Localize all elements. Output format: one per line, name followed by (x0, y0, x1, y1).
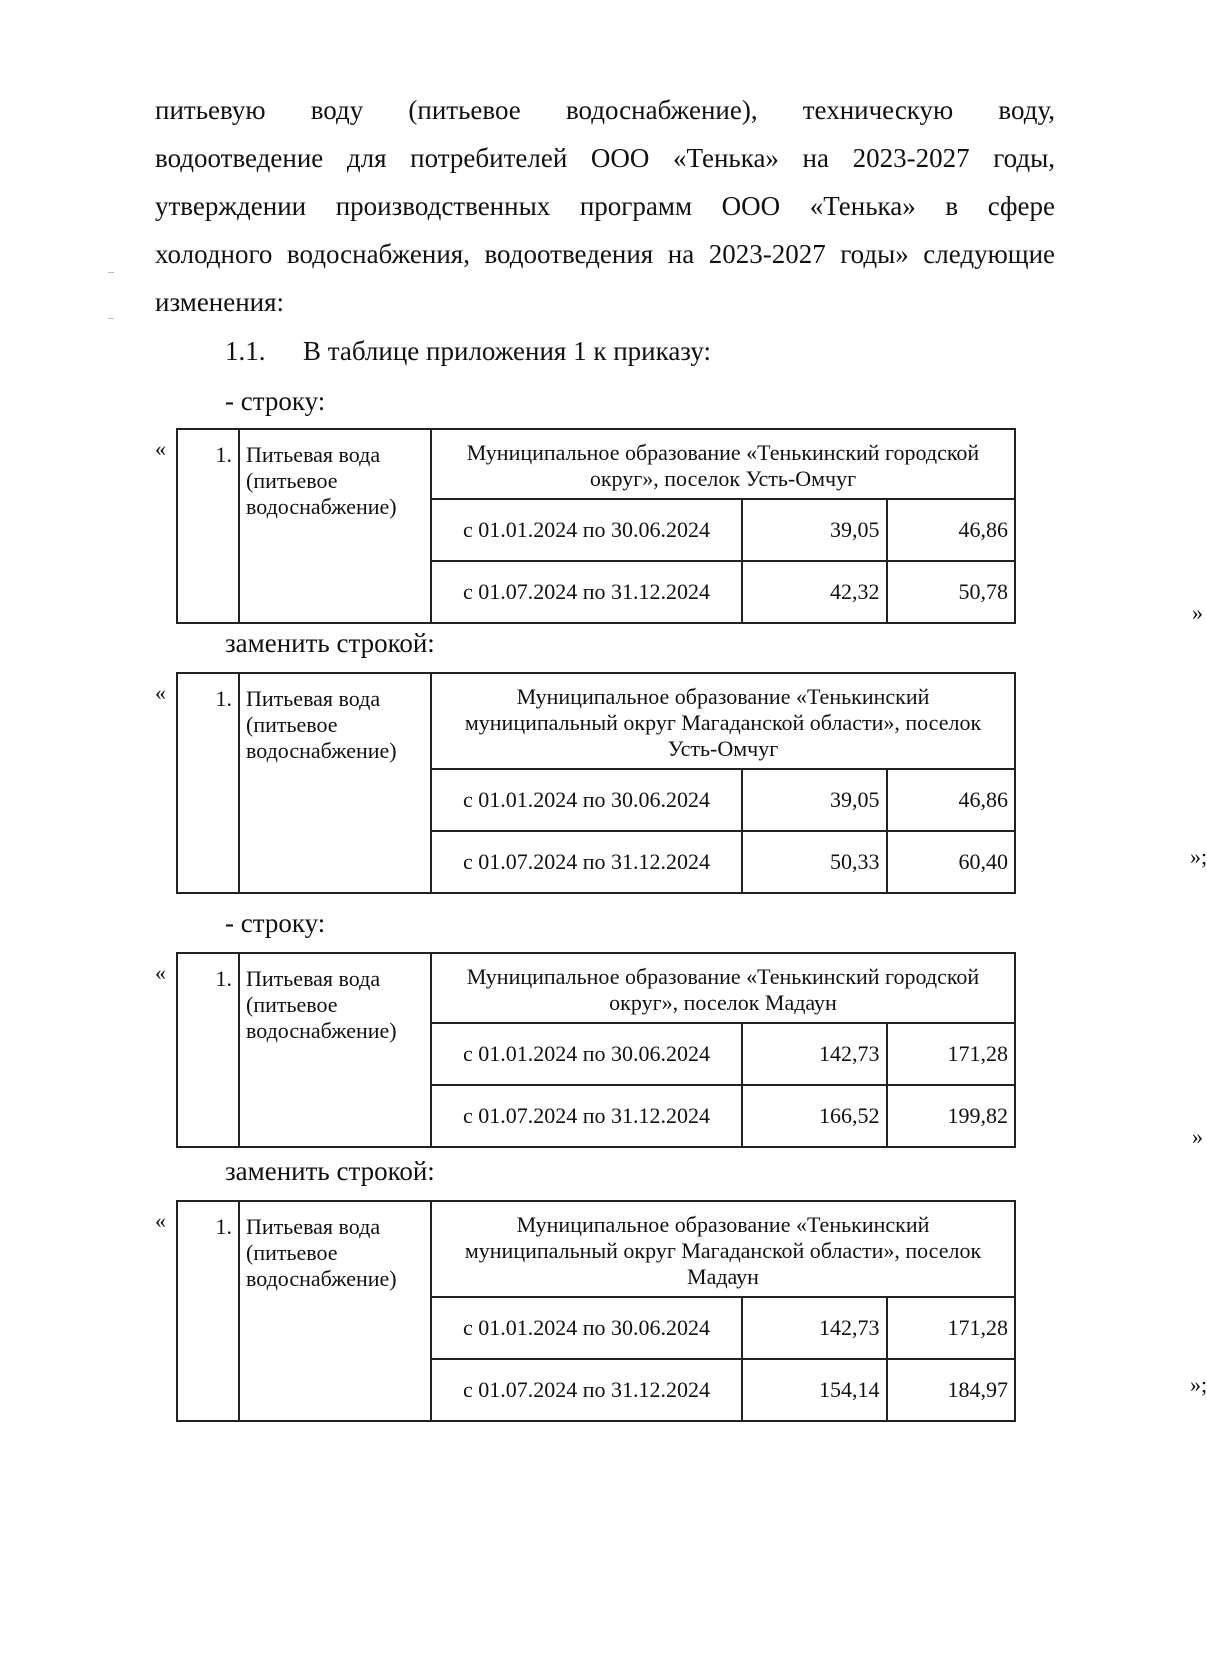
instruction-row: - строку: (225, 386, 326, 416)
tariff-value-2: 60,40 (887, 831, 1015, 893)
period: с 01.01.2024 по 30.06.2024 (431, 1297, 742, 1359)
row-number: 1. (177, 673, 239, 893)
tariff-table (176, 672, 1016, 894)
tariff-table-block (155, 672, 1207, 876)
margin-mark (108, 318, 114, 319)
tariff-value-1: 142,73 (742, 1023, 886, 1085)
close-quote: »; (1190, 844, 1207, 869)
service-name: Питьевая вода (питьевое водоснабжение) (239, 953, 431, 1147)
clause-number: 1.1. (225, 336, 266, 366)
intro-line: холодного водоснабжения, водоотведения на 2023-2027 годы» следующие (155, 239, 1055, 269)
municipality: Муниципальное образование «Тенькинский городской округ», поселок Мадаун (431, 953, 1015, 1023)
instruction-replace: заменить строкой: (225, 1156, 435, 1186)
service-name: Питьевая вода (питьевое водоснабжение) (239, 429, 431, 623)
tariff-value-1: 50,33 (742, 831, 886, 893)
period: с 01.01.2024 по 30.06.2024 (431, 499, 742, 561)
instruction-replace: заменить строкой: (225, 628, 435, 658)
tariff-value-2: 199,82 (887, 1085, 1015, 1147)
tariff-value-1: 142,73 (742, 1297, 886, 1359)
intro-line: водоотведение для потребителей ООО «Тенька» на 2023-2027 годы, (155, 143, 1055, 173)
row-number: 1. (177, 953, 239, 1147)
close-quote: » (1192, 1124, 1203, 1149)
open-quote: « (155, 1208, 166, 1233)
period: с 01.07.2024 по 31.12.2024 (431, 561, 742, 623)
tariff-table (176, 1200, 1016, 1422)
close-quote: »; (1190, 1372, 1207, 1397)
tariff-value-2: 50,78 (887, 561, 1015, 623)
tariff-table (176, 428, 1016, 624)
tariff-table-block (155, 952, 1203, 1156)
open-quote: « (155, 960, 166, 985)
period: с 01.07.2024 по 31.12.2024 (431, 1359, 742, 1421)
service-name: Питьевая вода (питьевое водоснабжение) (239, 673, 431, 893)
tariff-table (176, 952, 1016, 1148)
period: с 01.07.2024 по 31.12.2024 (431, 1085, 742, 1147)
instruction-row: - строку: (225, 908, 326, 938)
tariff-table-block (155, 428, 1203, 632)
tariff-value-2: 171,28 (887, 1023, 1015, 1085)
margin-mark (108, 272, 114, 273)
row-number: 1. (177, 429, 239, 623)
municipality: Муниципальное образование «Тенькинский муниципальный округ Магаданской области», поселок Усть-Омчуг (431, 673, 1015, 769)
tariff-value-2: 184,97 (887, 1359, 1015, 1421)
intro-paragraph (155, 86, 1055, 326)
period: с 01.01.2024 по 30.06.2024 (431, 769, 742, 831)
tariff-table-block (155, 1200, 1207, 1404)
open-quote: « (155, 436, 166, 461)
tariff-value-2: 46,86 (887, 769, 1015, 831)
close-quote: » (1192, 600, 1203, 625)
tariff-value-1: 39,05 (742, 499, 886, 561)
tariff-value-2: 171,28 (887, 1297, 1015, 1359)
period: с 01.01.2024 по 30.06.2024 (431, 1023, 742, 1085)
intro-line: изменения: (155, 287, 285, 317)
tariff-value-1: 39,05 (742, 769, 886, 831)
municipality: Муниципальное образование «Тенькинский городской округ», поселок Усть-Омчуг (431, 429, 1015, 499)
period: с 01.07.2024 по 31.12.2024 (431, 831, 742, 893)
tariff-value-1: 166,52 (742, 1085, 886, 1147)
service-name: Питьевая вода (питьевое водоснабжение) (239, 1201, 431, 1421)
municipality: Муниципальное образование «Тенькинский муниципальный округ Магаданской области», поселок Мадаун (431, 1201, 1015, 1297)
row-number: 1. (177, 1201, 239, 1421)
intro-line: питьевую воду (питьевое водоснабжение), техническую воду, (155, 95, 1055, 125)
tariff-value-1: 154,14 (742, 1359, 886, 1421)
open-quote: « (155, 680, 166, 705)
tariff-value-2: 46,86 (887, 499, 1015, 561)
clause-text: В таблице приложения 1 к приказу: (303, 336, 712, 366)
intro-line: утверждении производственных программ ООО «Тенька» в сфере (155, 191, 1055, 221)
tariff-value-1: 42,32 (742, 561, 886, 623)
clause-1-1 (225, 334, 711, 368)
